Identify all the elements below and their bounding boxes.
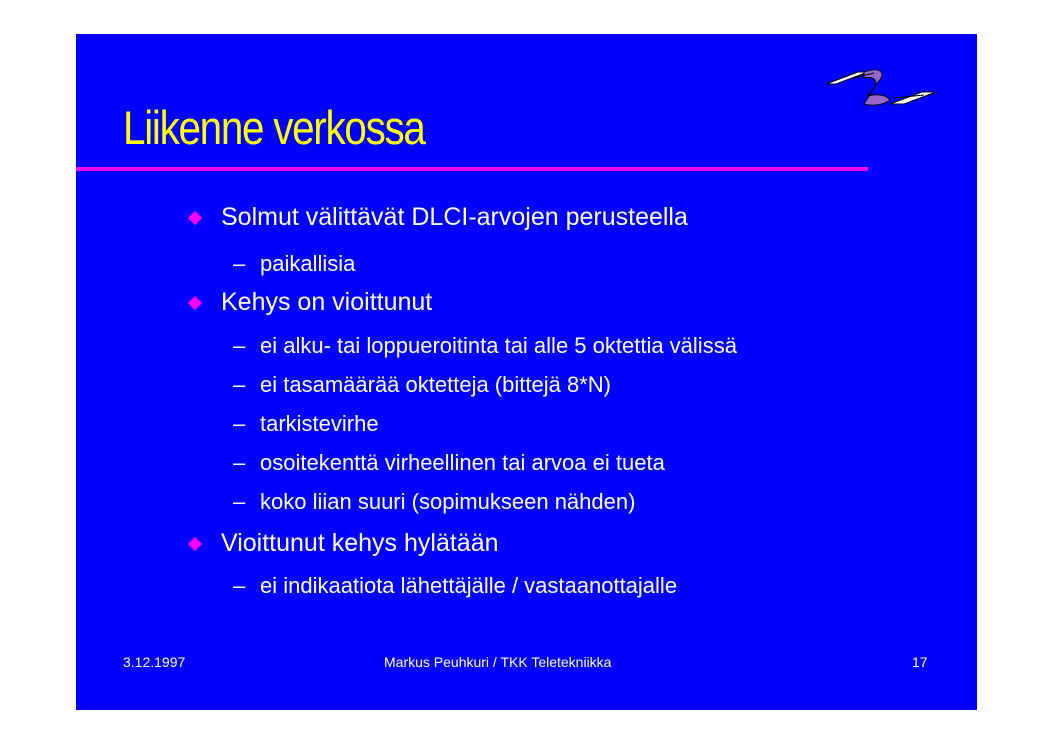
diamond-bullet-icon (188, 296, 202, 310)
bullet-text: Kehys on vioittunut (221, 288, 433, 316)
title-underline (76, 167, 868, 171)
bullet-text: Vioittunut kehys hylätään (221, 529, 499, 557)
tkk-logo-icon (824, 64, 939, 112)
page-number: 17 (912, 654, 928, 670)
dash-bullet: – (233, 573, 246, 598)
footer-author: Markus Peuhkuri / TKK Teletekniikka (384, 654, 612, 670)
diamond-bullet-icon (188, 537, 202, 551)
diamond-bullet-icon (188, 211, 202, 225)
dash-bullet: – (233, 251, 246, 276)
dash-bullet: – (233, 372, 246, 397)
dash-bullet: – (233, 450, 246, 475)
sub-bullet-text: koko liian suuri (sopimukseen nähden) (260, 489, 636, 514)
sub-bullet-text: tarkistevirhe (260, 411, 379, 436)
sub-bullet-text: ei alku- tai loppueroitinta tai alle 5 oktettia välissä (260, 333, 737, 358)
sub-bullet-text: paikallisia (260, 251, 356, 276)
dash-bullet: – (233, 333, 246, 358)
sub-bullet-text: ei tasamäärää oktetteja (bittejä 8*N) (260, 372, 611, 397)
footer-date: 3.12.1997 (123, 654, 186, 670)
dash-bullet: – (233, 411, 246, 436)
slide (76, 34, 977, 710)
dash-bullet: – (233, 489, 246, 514)
slide-title: Liikenne verkossa (123, 101, 425, 154)
sub-bullet-text: osoitekenttä virheellinen tai arvoa ei tueta (260, 450, 665, 475)
sub-bullet-text: ei indikaatiota lähettäjälle / vastaanottajalle (260, 573, 678, 598)
bullet-text: Solmut välittävät DLCI-arvojen perusteella (221, 203, 688, 231)
